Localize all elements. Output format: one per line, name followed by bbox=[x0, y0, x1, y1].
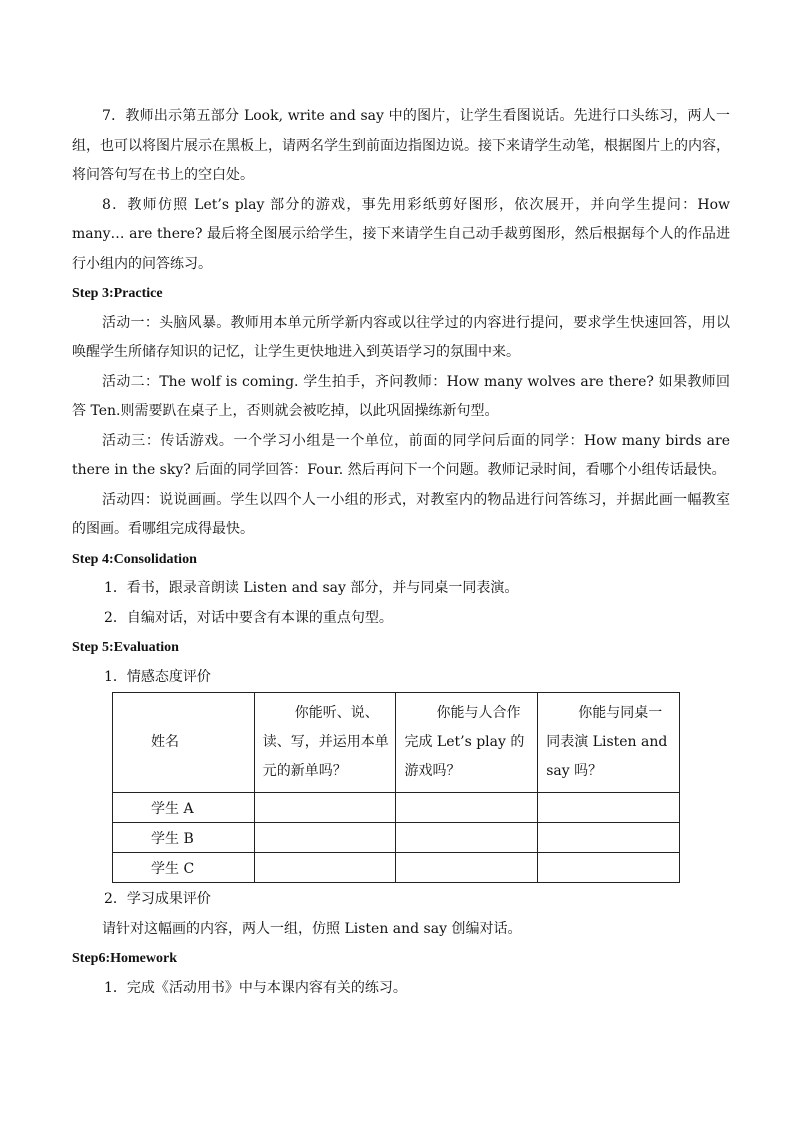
student-name: 学生 A bbox=[113, 793, 255, 823]
student-name: 学生 B bbox=[113, 823, 255, 853]
step3-heading: Step 3:Practice bbox=[72, 286, 163, 301]
table-header-row bbox=[113, 693, 680, 793]
evaluation-table bbox=[112, 692, 680, 883]
table-row bbox=[113, 823, 680, 853]
activity-1: 活动一：头脑风暴。教师用本单元所学新内容或以往学过的内容进行提问，要求学生快速回答，用以唤醒学生所储存知识的记忆，让学生更快地进入到英语学习的氛围中来。 bbox=[72, 314, 730, 360]
header-question-2 bbox=[396, 693, 538, 793]
activity-4: 活动四：说说画画。学生以四个人一小组的形式，对教室内的物品进行问答练习，并据此画一幅教室的图画。看哪组完成得最快。 bbox=[72, 491, 730, 537]
step6-heading: Step6:Homework bbox=[72, 951, 177, 966]
evaluation-item-1: 1．情感态度评价 bbox=[104, 668, 211, 685]
paragraph-step8: 8．教师仿照 Let’s play 部分的游戏，事先用彩纸剪好图形，依次展开，并向学生提问：How many… are there? 最后将全图展示给学生，接下来请学生自己动手裁剪图形，然后根据每个人的作品进行小组内的问答练习。 bbox=[72, 196, 730, 272]
consolidation-item-1: 1．看书，跟录音朗读 Listen and say 部分，并与同桌一同表演。 bbox=[104, 580, 519, 596]
header-question-2-text: 你能与人合作完成 Let’s play 的游戏吗？ bbox=[404, 705, 525, 779]
table-cell-empty bbox=[254, 793, 396, 823]
table-row bbox=[113, 793, 680, 823]
evaluation-item-2-text: 请针对这幅画的内容，两人一组，仿照 Listen and say 创编对话。 bbox=[102, 920, 522, 937]
table-cell-empty bbox=[538, 823, 680, 853]
table-cell-empty bbox=[396, 853, 538, 883]
student-name: 学生 C bbox=[113, 853, 255, 883]
consolidation-item-2: 2．自编对话，对话中要含有本课的重点句型。 bbox=[104, 609, 393, 626]
paragraph-step7: 7．教师出示第五部分 Look, write and say 中的图片，让学生看图说话。先进行口头练习，两人一组，也可以将图片展示在黑板上，请两名学生到前面边指图边说。接下来请学生动笔，根据图片上的内容，将问答句写在书上的空白处。 bbox=[72, 108, 730, 183]
header-question-1 bbox=[254, 693, 396, 793]
table-row bbox=[113, 853, 680, 883]
header-question-3 bbox=[538, 693, 680, 793]
homework-item-1: 1．完成《活动用书》中与本课内容有关的练习。 bbox=[104, 979, 407, 996]
table-cell-empty bbox=[396, 823, 538, 853]
step4-heading: Step 4:Consolidation bbox=[72, 551, 197, 567]
table-cell-empty bbox=[396, 793, 538, 823]
table-cell-empty bbox=[538, 793, 680, 823]
table-cell-empty bbox=[538, 853, 680, 883]
table-cell-empty bbox=[254, 823, 396, 853]
activity-3: 活动三：传话游戏。一个学习小组是一个单位，前面的同学问后面的同学：How many birds are there in the sky? 后面的同学回答：Four. 然后再问下一个问题。教师记录时间，看哪个小组传话最快。 bbox=[72, 432, 730, 478]
header-question-3-text: 你能与同桌一同表演 Listen and say 吗？ bbox=[546, 705, 668, 779]
activity-2: 活动二：The wolf is coming. 学生拍手，齐问教师：How many wolves are there? 如果教师回答 Ten.则需要趴在桌子上，否则就会被吃掉，以此巩固操练新句型。 bbox=[72, 373, 730, 419]
table-cell-empty bbox=[254, 853, 396, 883]
evaluation-item-2: 2．学习成果评价 bbox=[104, 891, 211, 907]
header-question-1-text: 你能听、说、读、写，并运用本单元的新单吗？ bbox=[262, 705, 389, 779]
step5-heading: Step 5:Evaluation bbox=[72, 640, 179, 655]
header-name: 姓名 bbox=[113, 693, 255, 793]
